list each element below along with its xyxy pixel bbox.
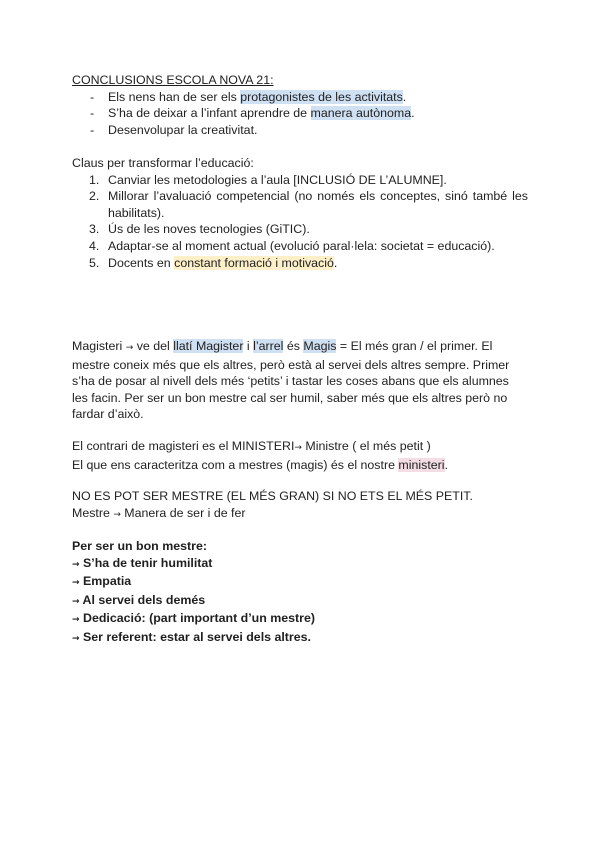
item-text-end: . xyxy=(411,106,415,121)
list-item xyxy=(72,89,528,106)
list-item xyxy=(72,105,528,122)
item-text: Al servei dels demés xyxy=(82,592,206,607)
highlight-text: protagonistes de les activitats xyxy=(240,89,403,104)
list-item xyxy=(72,592,528,611)
item-text: Els nens han de ser els xyxy=(108,89,241,104)
mestre-statement xyxy=(72,488,528,523)
list-item xyxy=(72,238,528,255)
statement-line-2 xyxy=(72,505,528,524)
conclusions-section xyxy=(72,72,528,138)
text-run: = El més gran / el primer. xyxy=(336,339,478,353)
conclusions-list xyxy=(72,89,528,139)
text-run: El mestre coneix més que els altres, però està al servei dels altres sempre. Primer s’ha de posar al nivell dels més ‘petits’ i tastar les coses abans que els alumnes les facin. Per ser un bon mestre cal ser humil, saber més que els altres però no fardar d’això. xyxy=(72,339,510,422)
arrow-icon: → xyxy=(294,443,302,453)
item-text: Desenvolupar la creativitat. xyxy=(108,122,258,137)
text-run: . xyxy=(444,457,449,472)
highlight-text: Magis xyxy=(303,339,337,353)
ministeri-line-2 xyxy=(72,457,528,474)
list-item xyxy=(72,172,528,189)
list-item xyxy=(72,188,528,221)
text-run: és xyxy=(283,339,304,353)
magisteri-text xyxy=(72,338,528,423)
arrow-icon: → xyxy=(125,343,134,353)
item-text: S’ha de deixar a l’infant aprendre de xyxy=(108,106,311,121)
claus-title: Claus per transformar l’educació: xyxy=(72,156,254,170)
arrow-icon: → xyxy=(72,596,80,607)
statement-line-1: NO ES POT SER MESTRE (EL MÉS GRAN) SI NO ETS EL MÉS PETIT. xyxy=(72,489,473,503)
item-text: Dedicació: (part important d’un mestre) xyxy=(83,611,316,626)
list-item xyxy=(72,122,528,139)
list-number: 4. xyxy=(89,238,100,253)
item-text: Docents en xyxy=(108,255,175,270)
list-item xyxy=(72,629,528,648)
item-text-end: . xyxy=(402,89,407,104)
ministeri-line-1 xyxy=(72,438,528,457)
bon-mestre-title: Per ser un bon mestre: xyxy=(72,539,207,553)
arrow-icon: → xyxy=(113,509,121,520)
claus-list xyxy=(72,172,528,272)
list-number: 3. xyxy=(89,222,100,237)
text-run: ve del xyxy=(133,339,174,353)
item-text: Empatia xyxy=(83,574,132,589)
item-text: Millorar l’avaluació competencial (no només els conceptes, sinó també les habilitats). xyxy=(108,189,528,220)
text-run: Ministre ( el més petit ) xyxy=(301,439,431,453)
list-number: 2. xyxy=(89,189,100,204)
highlight-text: l’arrel xyxy=(253,339,284,353)
list-item xyxy=(72,573,528,592)
list-item xyxy=(72,221,528,238)
text-run: Magisteri xyxy=(72,339,126,353)
magisteri-paragraph xyxy=(72,338,528,423)
highlight-text: manera autònoma xyxy=(310,106,412,121)
dash-bullet: - xyxy=(90,89,95,104)
claus-section xyxy=(72,155,528,271)
arrow-icon: → xyxy=(72,559,80,570)
arrow-icon: → xyxy=(72,615,80,626)
highlight-text: constant formació i motivació xyxy=(174,255,334,270)
item-text: S’ha de tenir humilitat xyxy=(83,555,213,570)
highlight-text: ministeri xyxy=(398,457,445,472)
arrow-icon: → xyxy=(72,578,80,589)
list-item xyxy=(72,255,528,272)
dash-bullet: - xyxy=(90,106,95,121)
ministeri-paragraph xyxy=(72,438,528,473)
list-item xyxy=(72,610,528,629)
item-text: Adaptar-se al moment actual (evolució paral·lela: societat = educació). xyxy=(108,238,495,253)
conclusions-title: CONCLUSIONS ESCOLA NOVA 21: xyxy=(72,73,274,87)
dash-bullet: - xyxy=(90,122,95,137)
list-number: 1. xyxy=(89,172,100,187)
text-run: El contrari de magisteri es el MINISTERI xyxy=(72,439,295,453)
text-run: El que ens caracteritza com a mestres (magis) és el nostre xyxy=(72,457,399,472)
item-text-end: . xyxy=(333,255,338,270)
text-run: Manera de ser i de fer xyxy=(120,505,246,520)
text-run: i xyxy=(243,339,254,353)
highlight-text: llatí Magister xyxy=(173,339,244,353)
item-text: Canviar les metodologies a l’aula [INCLUSIÓ DE L’ALUMNE]. xyxy=(108,172,447,187)
list-number: 5. xyxy=(89,255,100,270)
arrow-icon: → xyxy=(72,633,80,644)
item-text: Ús de les noves tecnologies (GiTIC). xyxy=(108,222,310,237)
list-item xyxy=(72,555,528,574)
bon-mestre-section xyxy=(72,538,528,648)
item-text: Ser referent: estar al servei dels altres. xyxy=(83,629,311,644)
text-run: Mestre xyxy=(72,505,114,520)
